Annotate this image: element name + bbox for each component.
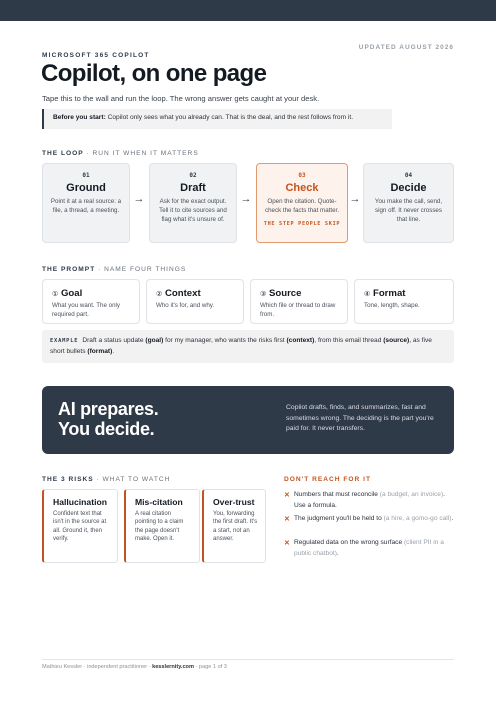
loop-step-ground — [42, 163, 130, 243]
step-name: Ground — [66, 182, 106, 194]
cross-icon: ✕ — [284, 516, 290, 523]
prompt-card-head: Context — [164, 288, 201, 299]
dont-item-tail: . — [336, 549, 339, 557]
step-number: 01 — [82, 172, 90, 179]
prompt-card-source — [250, 279, 348, 324]
dont-item-tail: . — [451, 515, 454, 522]
banner-line-1: AI prepares. — [58, 399, 159, 419]
page-footer — [42, 664, 227, 670]
step-number: 02 — [189, 172, 197, 179]
prompt-example — [42, 330, 454, 363]
risks-section-label — [42, 476, 170, 483]
prompt-card-head: Source — [268, 288, 302, 299]
step-number: 04 — [404, 172, 413, 179]
loop-step-decide — [363, 163, 454, 243]
step-description: Open the citation. Quote-check the facts that matter. — [265, 198, 339, 214]
circled-number-icon: ② — [156, 291, 163, 298]
before-label: Before you start: — [53, 114, 106, 121]
step-name: Draft — [180, 182, 206, 194]
prompt-card-desc: What you want. The only required part. — [52, 302, 120, 318]
step-name: Check — [285, 182, 319, 194]
loop-label: THE LOOP — [42, 150, 84, 157]
prompt-card-head: Goal — [60, 288, 83, 299]
risk-desc: Confident text that isn't in the source at all. Ground it, then verify. — [53, 511, 107, 543]
example-tag: EXAMPLE — [50, 338, 79, 344]
step-description: Ask for the exact output. Tell it to cite sources and flag what it's unsure of. — [159, 198, 227, 223]
dont-item-tail: . Use a formula. — [294, 491, 446, 509]
dont-item-main: The judgment you'll be held to — [294, 515, 382, 522]
dont-item — [284, 538, 456, 559]
prompt-label-sub: · NAME FOUR THINGS — [98, 266, 187, 273]
dont-item-muted: (a hire, a go/no-go call) — [381, 515, 452, 522]
risks-label-sub: · WHAT TO WATCH — [96, 476, 171, 483]
example-text: . — [112, 347, 115, 355]
dont-reach-label: DON'T REACH FOR IT — [284, 476, 371, 483]
prompt-section-label — [42, 266, 186, 273]
risk-desc: A real citation pointing to a claim the page doesn't make. Open it. — [135, 511, 184, 543]
prompt-card-desc: Tone, length, shape. — [364, 302, 420, 309]
step-skip-note: THE STEP PEOPLE SKIP — [263, 220, 341, 227]
page-lede: Tape this to the wall and run the loop. The wrong answer gets caught at your desk. — [42, 94, 320, 103]
example-source: (source) — [383, 337, 410, 344]
prompt-label: THE PROMPT — [42, 266, 96, 273]
risk-head: Hallucination — [53, 497, 107, 507]
prompt-card-head: Format — [372, 288, 406, 299]
arrow-right-icon: → — [240, 193, 252, 205]
prompt-card-format — [354, 279, 454, 324]
loop-step-draft — [149, 163, 237, 243]
banner-line-2: You decide. — [58, 419, 155, 440]
top-bar — [0, 0, 496, 21]
footer-divider — [42, 659, 454, 660]
circled-number-icon: ④ — [364, 291, 371, 298]
prompt-card-goal — [42, 279, 140, 324]
footer-author: Mathieu Kessler · independent practitioner · — [42, 664, 153, 670]
updated-date: UPDATED AUGUST 2026 — [358, 44, 454, 51]
loop-step-check — [256, 163, 348, 243]
footer-page: · page 1 of 3 — [193, 664, 227, 670]
risk-card-over-trust — [202, 489, 266, 563]
footer-site-link[interactable]: kesslernity.com — [152, 664, 194, 670]
ai-prepares-banner — [42, 386, 454, 454]
before-text: Copilot only sees what you already can. That is the deal, and the rest follows from it. — [107, 114, 354, 121]
risk-card-mis-citation — [124, 489, 200, 563]
example-format: (format) — [87, 347, 113, 355]
banner-text: Copilot drafts, finds, and summarizes, fast and sometimes wrong. The deciding is the part you're paid for. It never transfers. — [286, 404, 434, 433]
step-name: Decide — [390, 182, 427, 194]
prompt-card-desc: Who it's for, and why. — [156, 302, 215, 309]
cross-icon: ✕ — [284, 492, 290, 499]
loop-section-label — [42, 150, 199, 157]
dont-item-main: Regulated data on the wrong surface — [294, 539, 403, 546]
prompt-card-context — [146, 279, 244, 324]
step-description: Point it at a real source: a file, a thread, a meeting. — [50, 198, 122, 214]
example-text: for my manager, who wants the risks first — [163, 337, 287, 344]
page-title: Copilot, on one page — [41, 60, 267, 87]
prompt-card-desc: Which file or thread to draw from. — [260, 302, 336, 318]
loop-steps — [42, 163, 454, 243]
banner-headline — [58, 399, 158, 439]
example-goal: (goal) — [145, 337, 164, 344]
cross-icon: ✕ — [284, 540, 290, 547]
arrow-right-icon: → — [133, 193, 145, 205]
risk-card-hallucination — [42, 489, 118, 563]
example-context: (context) — [286, 337, 315, 344]
dont-item-muted: (client PII in a public chatbot) — [294, 539, 444, 557]
circled-number-icon: ① — [52, 291, 59, 298]
step-number: 03 — [298, 172, 306, 179]
risk-desc: You, forwarding the first draft. It's a start, not an answer. — [213, 511, 258, 543]
step-description: You make the call, send, sign off. It never crosses that line. — [374, 198, 443, 223]
example-text: , from this email thread — [314, 337, 384, 344]
product-eyebrow: MICROSOFT 365 COPILOT — [42, 52, 150, 59]
arrow-right-icon: → — [349, 193, 361, 205]
before-you-start-callout — [42, 109, 392, 129]
dont-item-main: Numbers that must reconcile — [294, 491, 378, 498]
circled-number-icon: ③ — [260, 291, 267, 298]
risk-head: Mis-citation — [135, 497, 183, 507]
dont-item — [284, 514, 456, 525]
risk-head: Over-trust — [213, 497, 255, 507]
example-text: Draft a status update — [82, 337, 146, 344]
risks-label: THE 3 RISKS — [42, 476, 94, 483]
example-text: , as five short bullets — [50, 337, 432, 355]
dont-item-muted: (a budget, an invoice) — [377, 491, 444, 498]
loop-label-sub: · RUN IT WHEN IT MATTERS — [86, 150, 199, 157]
dont-item — [284, 490, 456, 511]
